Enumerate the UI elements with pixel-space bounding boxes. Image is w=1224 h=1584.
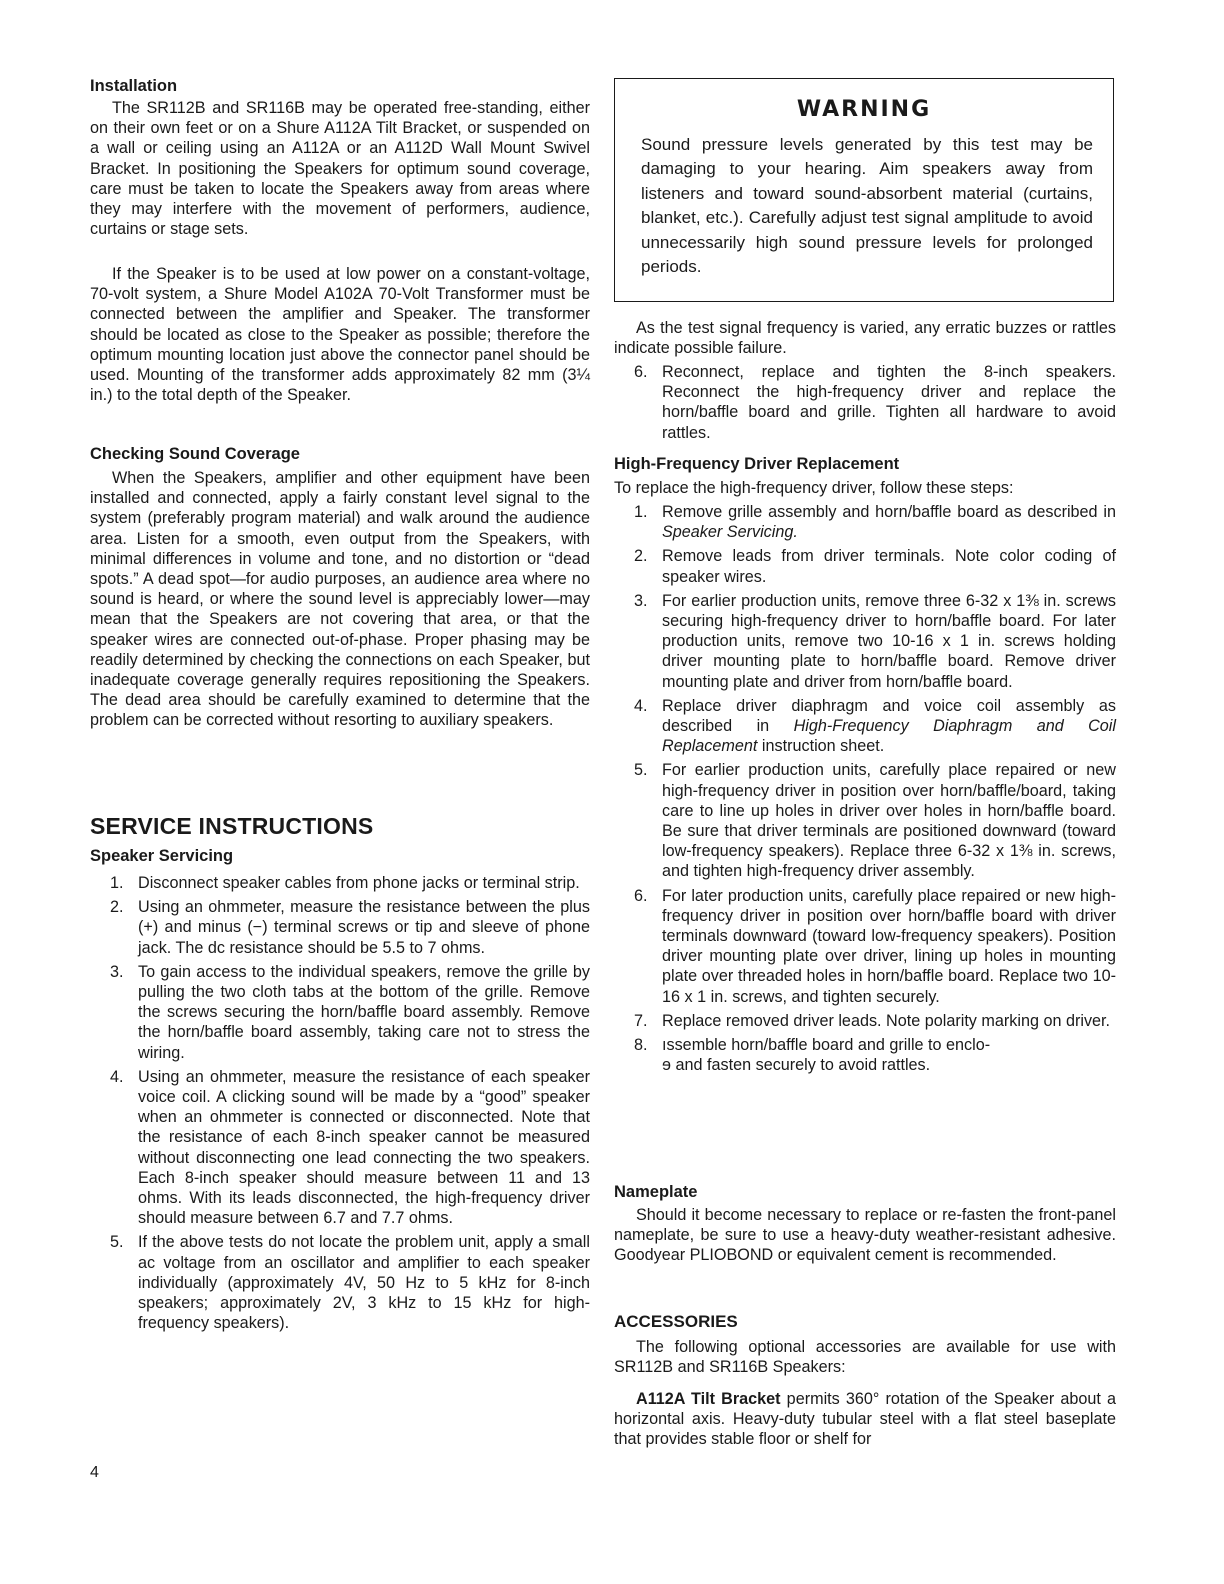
step-6-list: [614, 362, 1116, 447]
a112a-paragraph: [614, 1389, 1116, 1450]
list-item: [614, 760, 1116, 881]
step-number: 6.: [634, 363, 648, 381]
warning-body: Sound pressure levels generated by this test may be damaging to your hearing. Aim speakers away from listeners and toward sound-absorbent material (curtains, blanket, etc.). Carefully adjust test signal amplitude to avoid unnecessarily high sound pressure levels for prolonged periods.: [641, 135, 1093, 277]
a112a-label: A112A Tilt Bracket: [636, 1390, 781, 1408]
test-note-paragraph: As the test signal frequency is varied, any erratic buzzes or rattles indicate possible failure.: [614, 319, 1116, 358]
step-number: 2.: [110, 898, 124, 917]
installation-paragraph-2: If the Speaker is to be used at low power on a constant-voltage, 70-volt system, a Shure Model A102A 70-Volt Transformer must be connected between the amplifier and Speaker. The transformer should be located as close to the Speaker as possible; therefore the optimum mounting location just above the connector panel should be used. Mounting of the transformer adds approximately 82 mm (3¼ in.) to the total depth of the Speaker.: [90, 265, 590, 405]
step-text: For later production units, carefully place repaired or new high-frequency driver in position over horn/baffle board with driver terminals downward (toward low-frequency speakers). Position driver mounting plate over driver, lining up holes in mounting plate over threaded holes in horn/baffle board. Replace two 10-16 x 1 in. screws, and tighten securely.: [662, 886, 1116, 1006]
step-text: Using an ohmmeter, measure the resistance between the plus (+) and minus (−) terminal screws or tip and sleeve of phone jack. The dc resistance should be 5.5 to 7 ohms.: [138, 898, 590, 957]
step-number: 4.: [634, 696, 648, 715]
a112a-text: permits 360° rotation of the Speaker about a horizontal axis. Heavy-duty tubular steel with a flat steel baseplate that provides stable floor or shelf for: [614, 1390, 1116, 1449]
installation-paragraph-1: The SR112B and SR116B may be operated free-standing, either on their own feet or on a Shure A112A Tilt Bracket, or suspended on a wall or ceiling using an A112A or an A112D Wall Mount Swivel Bracket. In positioning the Speakers for optimum sound coverage, care must be taken to locate the Speakers away from areas where they may interfere with the movement of performers, audience, curtains or stage sets.: [90, 99, 590, 239]
step-number: 1.: [634, 503, 648, 521]
step-number: 3.: [634, 591, 648, 610]
step-text: For earlier production units, remove three 6-32 x 1⅜ in. screws securing high-frequency driver to horn/baffle board. For later production units, remove two 10-16 x 1 in. screws holding driver mounting plate to horn/baffle board. Remove driver mounting plate and driver from horn/baffle board.: [662, 591, 1116, 691]
accessories-heading: ACCESSORIES: [614, 1312, 738, 1331]
list-item: [614, 696, 1116, 757]
hf-steps-list: [614, 502, 1116, 1079]
list-item: [614, 591, 1116, 692]
step-text: Remove leads from driver terminals. Note color coding of speaker wires.: [662, 547, 1116, 586]
page-number: 4: [90, 1464, 99, 1481]
step-number: 7.: [634, 1011, 648, 1030]
nameplate-paragraph: Should it become necessary to replace or re-fasten the front-panel nameplate, be sure to use a heavy-duty weather-resistant adhesive. Goodyear PLIOBOND or equivalent cement is recommended.: [614, 1206, 1116, 1265]
step-number: 5.: [634, 761, 648, 780]
hf-driver-heading: High-Frequency Driver Replacement: [614, 455, 900, 473]
list-item: [614, 502, 1116, 542]
step-text: Replace removed driver leads. Note polarity marking on driver.: [662, 1011, 1111, 1030]
list-item: [90, 873, 590, 893]
step-text: Using an ohmmeter, measure the resistance of each speaker voice coil. A clicking sound will be made by a “good” speaker when an ohmmeter is connected or disconnected. Note that the resistance of each 8-inch speaker cannot be measured without disconnecting one lead connecting the two speakers. Each 8-inch speaker should measure between 11 and 13 ohms. With its leads disconnected, the high-frequency driver should measure between 6.7 and 7.7 ohms.: [138, 1067, 590, 1228]
service-instructions-heading: SERVICE INSTRUCTIONS: [90, 813, 374, 839]
speaker-servicing-heading: Speaker Servicing: [90, 847, 234, 865]
step-text: Disconnect speaker cables from phone jacks or terminal strip.: [138, 874, 580, 892]
step-reference: Speaker Servicing.: [662, 523, 798, 542]
step-text: Replace driver diaphragm and voice coil assembly as described in: [662, 696, 1116, 736]
step-text: Remove grille assembly and horn/baffle board as described in: [662, 503, 1116, 521]
step-number: 4.: [110, 1067, 124, 1086]
step-text: If the above tests do not locate the problem unit, apply a small ac voltage from an oscillator and amplifier to each speaker individually (approximately 4V, 50 Hz to 5 kHz for 8-inch speakers; approximately 2V, 3 kHz to 15 kHz for high-frequency speakers).: [138, 1233, 590, 1333]
step-number: 6.: [634, 886, 648, 905]
warning-box: [614, 78, 1114, 302]
list-item: [614, 1011, 1116, 1031]
step-number: 2.: [634, 547, 648, 566]
step-number: 1.: [110, 874, 124, 892]
installation-heading: Installation: [90, 77, 178, 95]
step-number: 8.: [634, 1036, 648, 1055]
step-text: To gain access to the individual speakers, remove the grille by pulling the two cloth tabs at the bottom of the grille. Remove the screws securing the horn/baffle board assembly. Remove the horn/baffle board assembly, taking care not to stress the wiring.: [138, 962, 590, 1062]
step-reference: High-Frequency Diaphragm and Coil Replacement: [662, 717, 1116, 756]
accessories-paragraph: The following optional accessories are available for use with SR112B and SR116B Speakers:: [614, 1338, 1116, 1377]
list-item: [90, 1232, 590, 1333]
step-text: For earlier production units, carefully place repaired or new high-frequency driver in position over horn/baffle/board, taking care to line up holes in driver over holes in horn/baffle board. Be sure that driver terminals are positioned downward (toward low-frequency speakers). Replace three 6-32 x 1⅜ in. screws, and tighten high-frequency driver assembly.: [662, 761, 1116, 881]
coverage-heading: Checking Sound Coverage: [90, 445, 300, 463]
step-text-end: instruction sheet.: [757, 737, 885, 756]
list-item: [90, 962, 590, 1063]
warning-title: WARNING: [796, 97, 932, 122]
step-number: 5.: [110, 1233, 124, 1252]
list-item: [614, 546, 1116, 586]
step-text: Reconnect, replace and tighten the 8-inch speakers. Reconnect the high-frequency driver and replace the horn/baffle board and grille. Tighten all hardware to avoid rattles.: [662, 363, 1116, 442]
step-number: 3.: [110, 962, 124, 981]
list-item: [614, 886, 1116, 1007]
list-item: [90, 897, 590, 958]
servicing-steps-list: [90, 873, 590, 1337]
nameplate-heading: Nameplate: [614, 1183, 698, 1201]
coverage-paragraph: When the Speakers, amplifier and other equipment have been installed and connected, apply a fairly constant level signal to the system (preferably program material) and walk around the audience area. Listen for a smooth, even output from the Speakers, with minimal differences in volume and tone, and no distortion or “dead spots.” A dead spot—for audio purposes, an audience area where no sound is heard, or where the sound level is appreciably lower—may mean that the Speakers are not covering that area, or that the speaker wires are connected out-of-phase. Proper phasing may be readily determined by checking the connections on each Speaker, but inadequate coverage generally requires repositioning the Speakers. The dead area should be carefully examined to determine that the problem can be corrected without resorting to auxiliary speakers.: [90, 469, 590, 730]
step-text: ıssemble horn/baffle board and grille to enclo- ɘ and fasten securely to avoid rattles.: [662, 1036, 991, 1075]
list-item: [614, 362, 1116, 443]
list-item: [90, 1067, 590, 1229]
list-item: [614, 1035, 1116, 1075]
hf-intro: To replace the high-frequency driver, follow these steps:: [614, 479, 1014, 497]
